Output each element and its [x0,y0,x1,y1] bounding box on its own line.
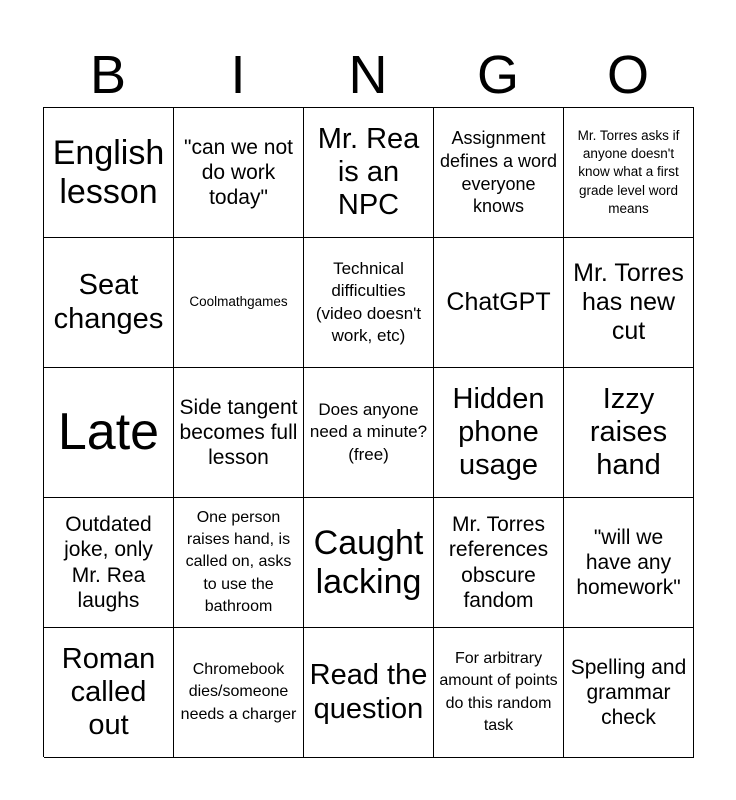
bingo-cell: Late [44,368,174,498]
bingo-cell: Spelling and grammar check [564,628,694,758]
header-letter-o: O [606,45,649,105]
bingo-cell: Mr. Rea is an NPC [304,108,434,238]
bingo-cell: English lesson [44,108,174,238]
bingo-cell: Technical difficulties (video doesn't work, etc) [304,238,434,368]
bingo-board [43,107,694,757]
bingo-cell: Assignment defines a word everyone knows [434,108,564,238]
bingo-cell: Caught lacking [304,498,434,628]
header-letter-i: I [230,45,246,105]
bingo-cell: "can we not do work today" [174,108,304,238]
bingo-cell: Hidden phone usage [434,368,564,498]
bingo-cell: Chromebook dies/someone needs a charger [174,628,304,758]
bingo-cell: Mr. Torres references obscure fandom [434,498,564,628]
bingo-cell: For arbitrary amount of points do this random task [434,628,564,758]
bingo-cell: Mr. Torres has new cut [564,238,694,368]
bingo-cell: One person raises hand, is called on, asks to use the bathroom [174,498,304,628]
header-letter-b: B [89,45,127,105]
bingo-cell: Read the question [304,628,434,758]
bingo-cell: Outdated joke, only Mr. Rea laughs [44,498,174,628]
header-letter-g: G [476,45,519,105]
bingo-cell: Seat changes [44,238,174,368]
bingo-cell: Mr. Torres asks if anyone doesn't know what a first grade level word means [564,108,694,238]
bingo-cell: Does anyone need a minute? (free) [304,368,434,498]
header-letter-n: N [348,45,388,105]
bingo-cell: Izzy raises hand [564,368,694,498]
bingo-cell: ChatGPT [434,238,564,368]
bingo-cell: Roman called out [44,628,174,758]
bingo-header [43,44,693,106]
bingo-cell: Coolmathgames [174,238,304,368]
bingo-cell: Side tangent becomes full lesson [174,368,304,498]
bingo-cell: "will we have any homework" [564,498,694,628]
